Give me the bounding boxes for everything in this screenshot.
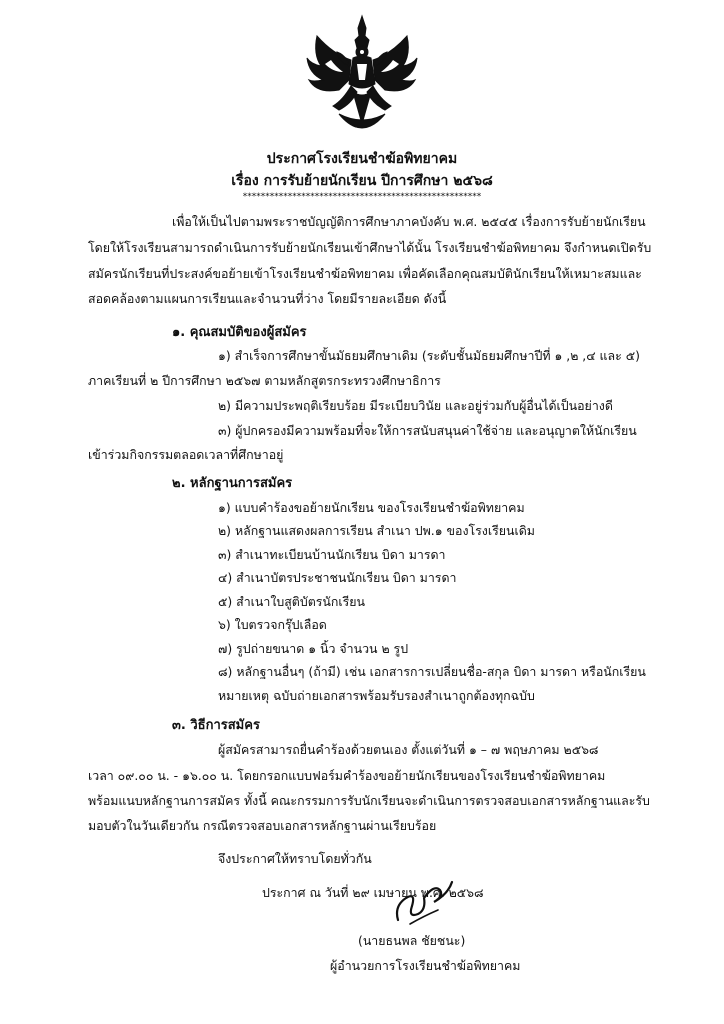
signer-name: (นายธนพล ชัยชนะ) bbox=[358, 933, 466, 948]
section-heading-application: ๓. วิธีการสมัคร bbox=[172, 718, 260, 733]
list-item: ๗) รูปถ่ายขนาด ๑ นิ้ว จำนวน ๒ รูป bbox=[218, 641, 409, 656]
list-item: เข้าร่วมกิจกรรมตลอดเวลาที่ศึกษาอยู่ bbox=[88, 447, 284, 462]
list-item: ภาคเรียนที่ ๒ ปีการศึกษา ๒๕๖๗ ตามหลักสูตรกระทรวงศึกษาธิการ bbox=[88, 373, 441, 388]
intro-line: สอดคล้องตามแผนการเรียนและจำนวนที่ว่าง โดยมีรายละเอียด ดังนี้ bbox=[88, 291, 447, 306]
list-item: ๒) หลักฐานแสดงผลการเรียน สำเนา ปพ.๑ ของโรงเรียนเดิม bbox=[218, 523, 535, 538]
list-item: ๔) สำเนาบัตรประชาชนนักเรียน บิดา มารดา bbox=[218, 570, 457, 585]
garuda-emblem-icon bbox=[303, 14, 421, 142]
body-line: มอบตัวในวันเดียวกัน กรณีตรวจสอบเอกสารหลักฐานผ่านเรียบร้อย bbox=[88, 818, 437, 833]
closing-announce: จึงประกาศให้ทราบโดยทั่วกัน bbox=[218, 851, 372, 866]
section-heading-qualifications: ๑. คุณสมบัติของผู้สมัคร bbox=[172, 325, 307, 340]
document-subject: เรื่อง การรับย้ายนักเรียน ปีการศึกษา ๒๕๖๘ bbox=[231, 173, 493, 189]
title-divider: ***************************************************** bbox=[242, 192, 482, 202]
body-line: ผู้สมัครสามารถยื่นคำร้องด้วยตนเอง ตั้งแต่วันที่ ๑ – ๗ พฤษภาคม ๒๕๖๘ bbox=[218, 742, 599, 757]
list-item: ๑) แบบคำร้องขอย้ายนักเรียน ของโรงเรียนชำฆ้อพิทยาคม bbox=[218, 500, 525, 515]
list-item: ๑) สำเร็จการศึกษาขั้นมัธยมศึกษาเดิม (ระดับชั้นมัธยมศึกษาปีที่ ๑ ,๒ ,๔ และ ๕) bbox=[218, 348, 640, 363]
section-heading-documents: ๒. หลักฐานการสมัคร bbox=[172, 476, 293, 491]
intro-line: สมัครนักเรียนที่ประสงค์ขอย้ายเข้าโรงเรียนชำฆ้อพิทยาคม เพื่อคัดเลือกคุณสมบัตินักเรียนให้เหมาะสมและ bbox=[88, 266, 642, 281]
announcement-date: ประกาศ ณ วันที่ ๒๙ เมษายน พ.ศ. ๒๕๖๘ bbox=[262, 885, 484, 900]
document-title: ประกาศโรงเรียนชำฆ้อพิทยาคม bbox=[266, 151, 458, 167]
list-item: ๖) ใบตรวจกรุ๊ปเลือด bbox=[218, 617, 327, 632]
list-item: ๒) มีความประพฤติเรียบร้อย มีระเบียบวินัย และอยู่ร่วมกับผู้อื่นได้เป็นอย่างดี bbox=[218, 398, 613, 413]
signature-icon bbox=[390, 876, 460, 928]
intro-line: โดยให้โรงเรียนสามารถดำเนินการรับย้ายนักเรียนเข้าศึกษาได้นั้น โรงเรียนชำฆ้อพิทยาคม จึงกำหนดเปิดรับ bbox=[88, 240, 652, 255]
list-item: ๕) สำเนาใบสูติบัตรนักเรียน bbox=[218, 594, 366, 609]
body-line: เวลา ๐๙.๐๐ น. - ๑๖.๐๐ น. โดยกรอกแบบฟอร์มคำร้องขอย้ายนักเรียนของโรงเรียนชำฆ้อพิทยาคม bbox=[88, 768, 606, 783]
list-item: ๘) หลักฐานอื่นๆ (ถ้ามี) เช่น เอกสารการเปลี่ยนชื่อ-สกุล บิดา มารดา หรือนักเรียน bbox=[218, 664, 646, 679]
body-line: พร้อมแนบหลักฐานการสมัคร ทั้งนี้ คณะกรรมการรับนักเรียนจะดำเนินการตรวจสอบเอกสารหลักฐานและรับ bbox=[88, 793, 650, 808]
signer-position: ผู้อำนวยการโรงเรียนชำฆ้อพิทยาคม bbox=[330, 958, 521, 973]
list-item: ๓) สำเนาทะเบียนบ้านนักเรียน บิดา มารดา bbox=[218, 547, 446, 562]
list-item: ๓) ผู้ปกครองมีความพร้อมที่จะให้การสนับสนุนค่าใช้จ่าย และอนุญาตให้นักเรียน bbox=[218, 423, 637, 438]
intro-line: เพื่อให้เป็นไปตามพระราชบัญญัติการศึกษาภาคบังคับ พ.ศ. ๒๕๔๕ เรื่องการรับย้ายนักเรียน bbox=[172, 214, 646, 229]
note-text: หมายเหตุ ฉบับถ่ายเอกสารพร้อมรับรองสำเนาถูกต้องทุกฉบับ bbox=[218, 688, 535, 703]
